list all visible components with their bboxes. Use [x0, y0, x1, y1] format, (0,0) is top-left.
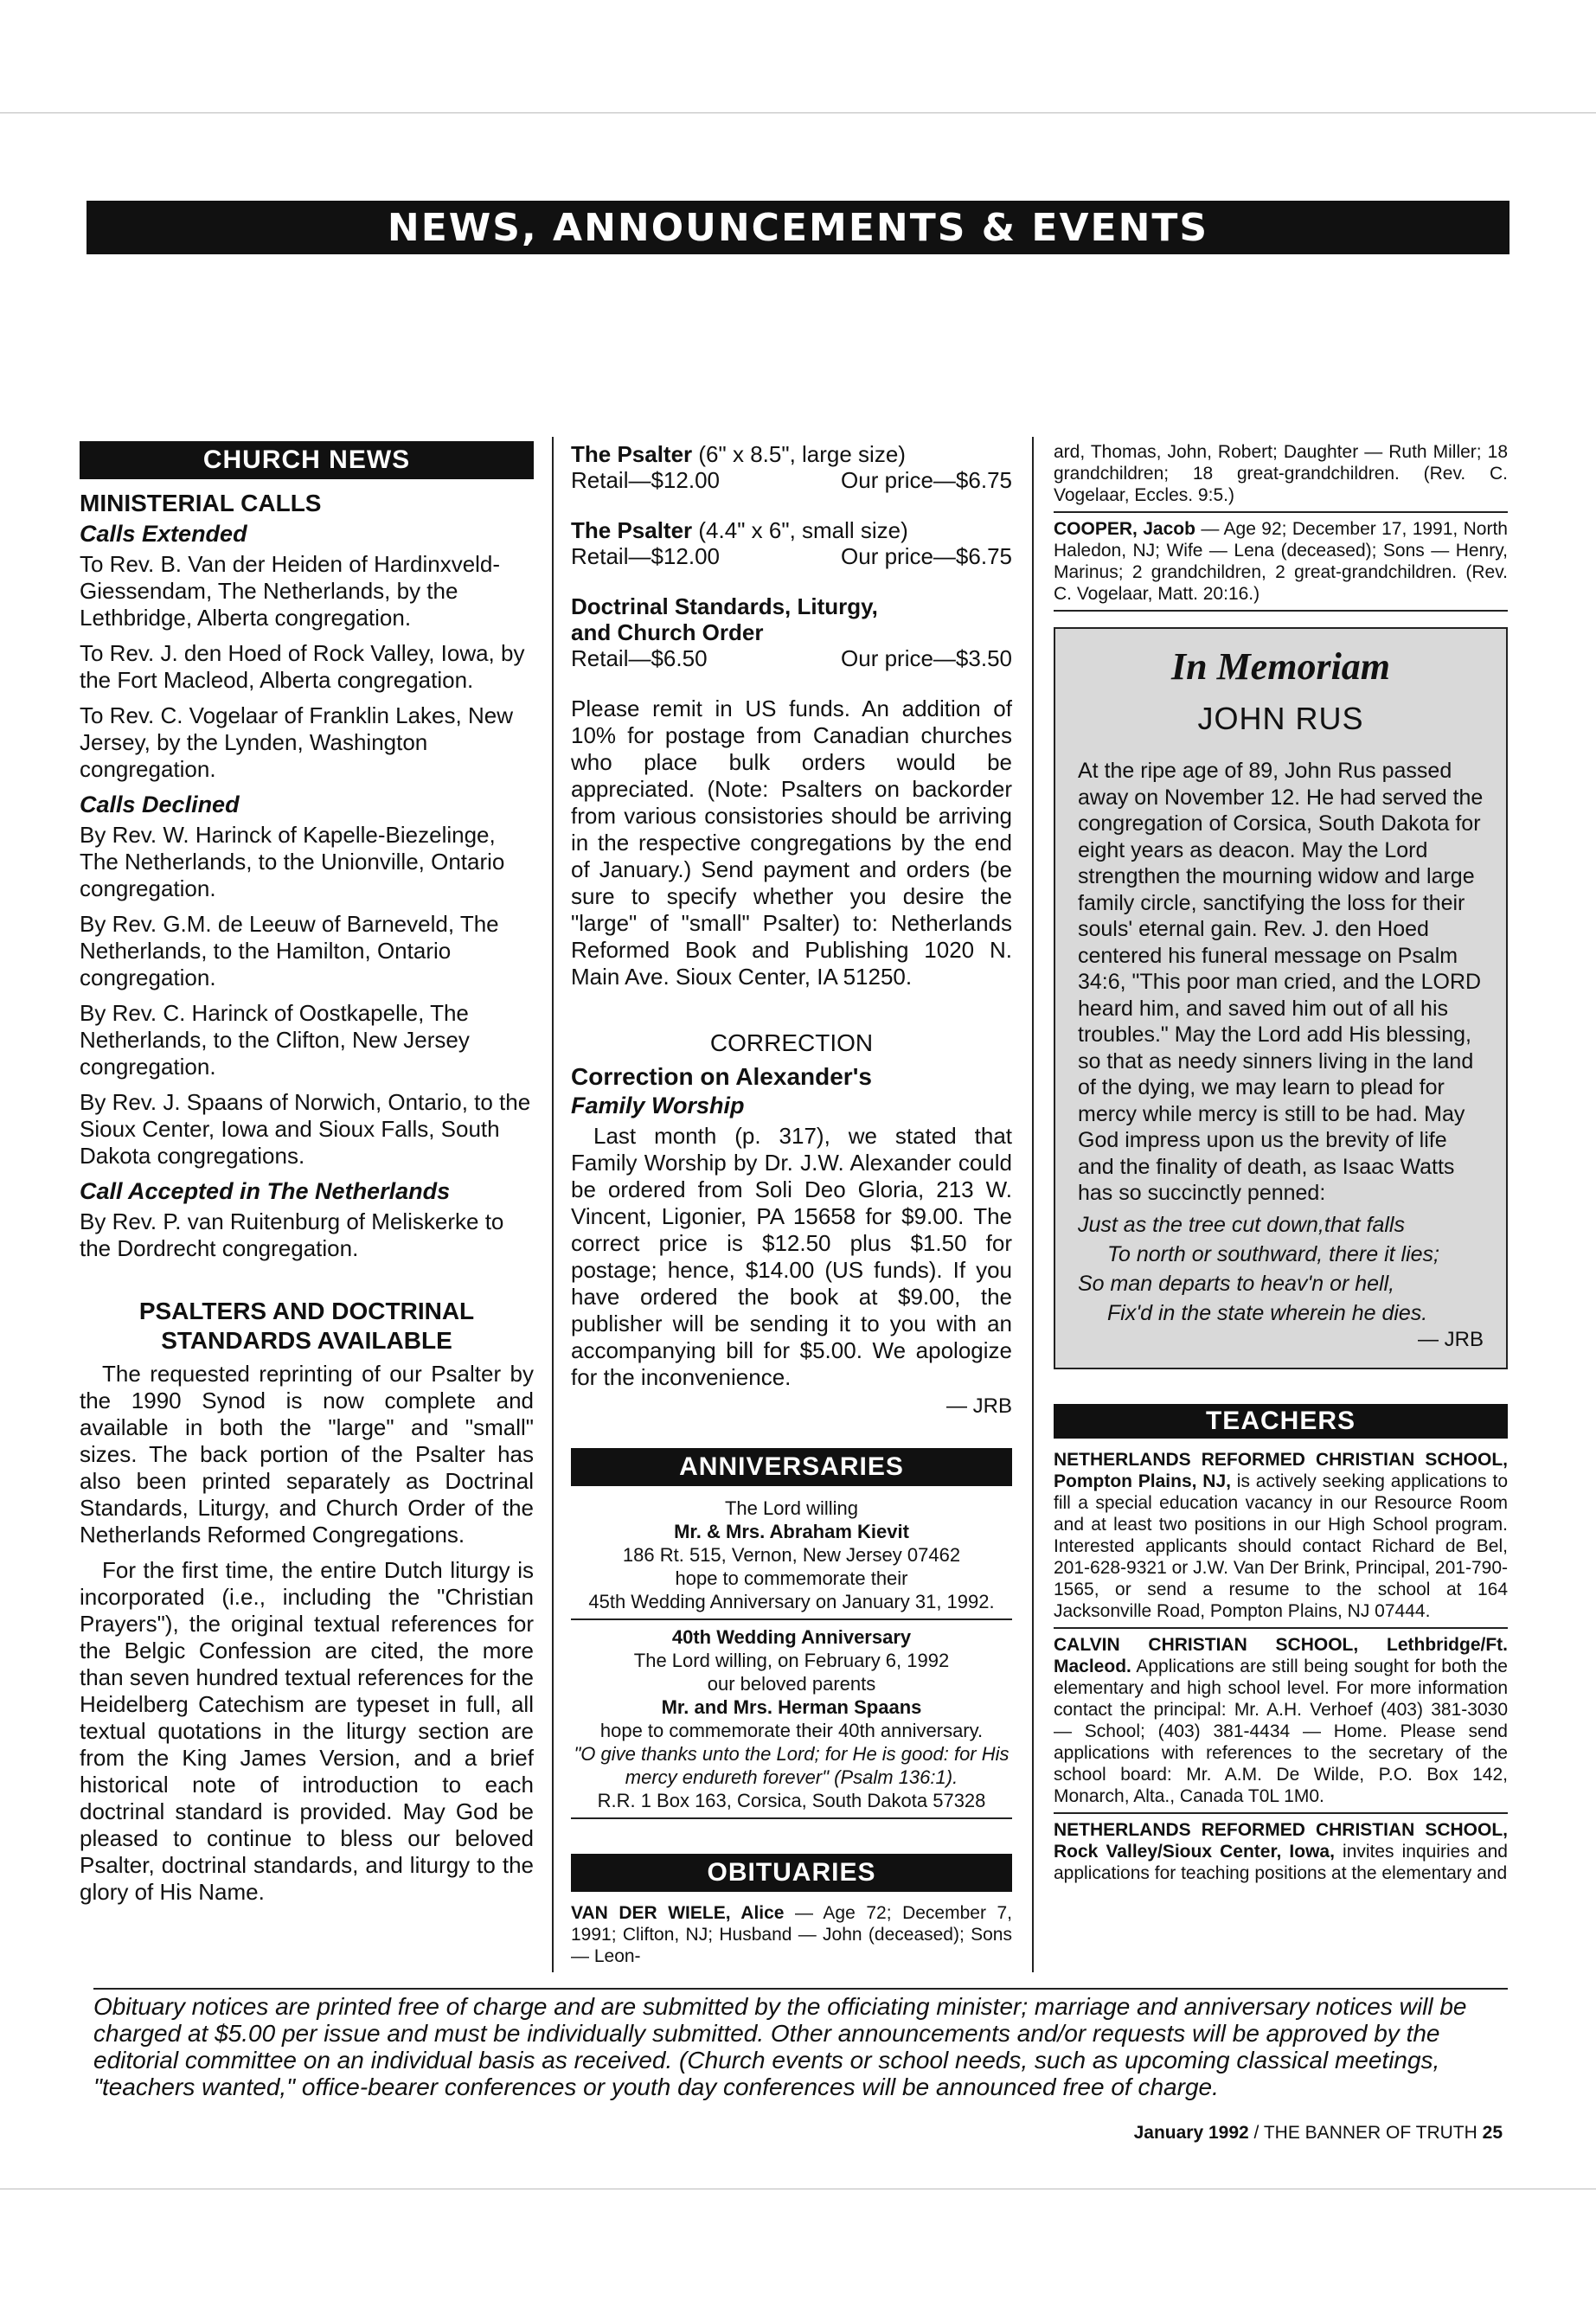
- publication-name: / THE BANNER OF TRUTH: [1248, 2123, 1483, 2143]
- obituary-text: — Age 72; December 7, 1991; Clifton, NJ; Husband — John (deceased); Sons — Leon-: [571, 1903, 1012, 1966]
- anniversary-notice: [571, 1497, 1012, 1613]
- anniv-line: our beloved parents: [707, 1673, 876, 1695]
- column-left: [80, 441, 534, 1914]
- remit-paragraph: Please remit in US funds. An addition of 10% for postage from Canadian churches who place bulk orders would be appreciated. (Note: Psalters on backorder from various consistories should be arriving in the respective congregations by the end of January.) Send payment and orders (be sure to specify whether you desire the "large" of "small" Psalter) to: Netherlands Reformed Book and Publishing 1020 N. Main Ave. Sioux Center, IA 51250.: [571, 695, 1012, 990]
- anniv-line: 186 Rt. 515, Vernon, New Jersey 07462: [622, 1544, 961, 1566]
- anniversary-notice: [571, 1625, 1012, 1812]
- price-item: [571, 593, 1012, 671]
- anniv-names: Mr. and Mrs. Herman Spaans: [661, 1696, 922, 1718]
- obituary-continued: ard, Thomas, John, Robert; Daughter — Ruth Miller; 18 grandchildren; 18 great-grandchildren. (Rev. C. Vogelaar, Eccles. 9:5.): [1054, 442, 1508, 505]
- church-news-bar: CHURCH NEWS: [80, 441, 534, 479]
- call-item: To Rev. J. den Hoed of Rock Valley, Iowa, by the Fort Macleod, Alberta congregation.: [80, 640, 525, 693]
- teacher-notice-text: is actively seeking applications to fill a special education vacancy in our Resource Room and at least two positions in our High School program. Interested applicants should contact Richard de Bel, 201-628-9321 or J.W. Van Der Brink, Principal, 201-790-1565, or send a resume to the school at 164 Jacksonville Road, Pompton Plains, NJ 07444.: [1054, 1471, 1509, 1621]
- call-accepted-heading: Call Accepted in The Netherlands: [80, 1178, 451, 1204]
- retail-price: Retail—$6.50: [571, 645, 708, 671]
- correction-body: Last month (p. 317), we stated that Family Worship by Dr. J.W. Alexander could be ordered from Soli Deo Gloria, 213 W. Vincent, Ligonier, PA 15658 for $9.00. The correct price is $12.50 plus $1.50 for postage; hence, $14.00 (US funds). If you have ordered the book at $9.00, the publisher will be sending it to you with an accompanying bill for $5.00. We apologize for the inconvenience.: [571, 1123, 1012, 1390]
- issue-date: January 1992: [1133, 2123, 1249, 2143]
- column-rule: [1032, 437, 1034, 1972]
- teacher-notice: [1054, 1634, 1508, 1807]
- poem-line: Just as the tree cut down,that falls: [1078, 1212, 1405, 1237]
- poem-line: So man departs to heav'n or hell,: [1078, 1271, 1395, 1296]
- anniv-names: Mr. & Mrs. Abraham Kievit: [674, 1521, 909, 1542]
- anniv-line: The Lord willing, on February 6, 1992: [633, 1650, 950, 1671]
- page-folio: [1134, 2123, 1503, 2144]
- in-memoriam-box: [1054, 627, 1508, 1369]
- page-number: 25: [1482, 2123, 1503, 2143]
- price-item: [571, 517, 1012, 569]
- teacher-notice-text: invites inquiries and applications for teaching positions at the elementary and: [1054, 1841, 1508, 1883]
- obituary: [1054, 518, 1508, 605]
- divider: [1054, 1627, 1508, 1629]
- anniv-line: hope to commemorate their 40th anniversary.: [599, 1720, 984, 1741]
- price-item-size: (6" x 8.5", large size): [692, 441, 906, 467]
- teacher-notice: [1054, 1819, 1508, 1884]
- divider: [571, 1817, 1012, 1819]
- memoriam-title: In Memoriam: [1170, 645, 1391, 688]
- call-item: By Rev. C. Harinck of Oostkapelle, The Netherlands, to the Clifton, New Jersey congregation.: [80, 1000, 470, 1080]
- correction-subheading: Correction on Alexander's: [571, 1063, 872, 1090]
- psalters-heading-line2: STANDARDS AVAILABLE: [161, 1327, 452, 1354]
- obituary-name: COOPER, Jacob: [1054, 519, 1195, 539]
- correction-heading: CORRECTION: [709, 1029, 874, 1056]
- divider: [1054, 610, 1508, 612]
- section-banner: NEWS, ANNOUNCEMENTS & EVENTS: [87, 201, 1509, 254]
- psalters-paragraph: For the first time, the entire Dutch liturgy is incorporated (i.e., including the "Christian Prayers"), the original textual references for the Belgic Confession are cited, the more than seven hundred textual references for the Heidelberg Catechism are typeset in full, all textual quotations in the liturgy section are from the King James Version, and a brief historical note of introduction to each doctrinal standard is provided. May God be pleased to continue to bless our beloved Psalter, doctrinal standards, and liturgy to the glory of His Name.: [80, 1557, 534, 1905]
- obituary: [571, 1902, 1012, 1967]
- retail-price: Retail—$12.00: [571, 467, 720, 493]
- calls-declined-heading: Calls Declined: [80, 792, 240, 817]
- our-price: Our price—$3.50: [841, 645, 1012, 671]
- anniv-title: 40th Wedding Anniversary: [671, 1626, 912, 1648]
- anniv-line: 45th Wedding Anniversary on January 31, 1992.: [588, 1591, 995, 1612]
- ministerial-calls-heading: MINISTERIAL CALLS: [80, 490, 322, 516]
- poem-line: To north or southward, there it lies;: [1107, 1241, 1439, 1266]
- psalters-heading: [80, 1297, 534, 1356]
- call-item: By Rev. G.M. de Leeuw of Barneveld, The Netherlands, to the Hamilton, Ontario congregation.: [80, 911, 499, 990]
- teachers-bar: TEACHERS: [1054, 1404, 1508, 1439]
- teacher-notice-text: Applications are still being sought for both the elementary and high school level. For more information contact the principal: Mr. A.H. Verhoef (403) 381-3030 — School; (403) 381-4434 — Home. Please send applications with references to the secretary of the school board: Mr. A.M. De Wilde, P.O. Box 142, Monarch, Alta., Canada T0L 1M0.: [1054, 1656, 1508, 1806]
- our-price: Our price—$6.75: [841, 543, 1012, 569]
- call-item: By Rev. J. Spaans of Norwich, Ontario, to the Sioux Center, Iowa and Sioux Falls, South Dakota congregations.: [80, 1089, 531, 1169]
- call-item: By Rev. P. van Ruitenburg of Meliskerke to the Dordrecht congregation.: [80, 1208, 504, 1261]
- memoriam-body: At the ripe age of 89, John Rus passed away on November 12. He had served the congregation of Corsica, South Dakota for eight years as deacon. May the Lord strengthen the mourning widow and large family circle, sanctifying the loss for their souls' eternal gain. Rev. J. den Hoed centered his funeral message on Psalm 34:6, "This poor man cried, and the LORD heard him, and saved him out of all his troubles." May the Lord add His blessing, so that as needy sinners living in the land of the dying, we may learn to plead for mercy while mercy is still to be had. May God impress upon us the brevity of life and the finality of death, as Isaac Watts has so succinctly penned:: [1078, 759, 1484, 1205]
- footer-policy-note: Obituary notices are printed free of charge and are submitted by the officiating minister; marriage and anniversary notices will be charged at $5.00 per issue and must be individually submitted. Other announcements and/or requests will be approved by the editorial committee on an individual basis as received. (Church events or school needs, such as upcoming classical meetings, "teachers wanted," office-bearer conferences or youth day conferences will be announced free of charge.: [93, 1988, 1508, 2100]
- scan-edge-top: [0, 112, 1596, 113]
- memoriam-name: JOHN RUS: [1197, 701, 1364, 736]
- call-item: To Rev. B. Van der Heiden of Hardinxveld-Giessendam, The Netherlands, by the Lethbridge, Alberta congregation.: [80, 551, 501, 631]
- school-name: NETHERLANDS REFORMED CHRISTIAN SCHOOL, Pompton Plains, NJ,: [1054, 1449, 1508, 1491]
- obituary-name: VAN DER WIELE, Alice: [571, 1903, 785, 1923]
- teacher-notice: [1054, 1449, 1508, 1622]
- column-rule: [552, 437, 554, 1972]
- obituary-text: — Age 92; December 17, 1991, North Haledon, NJ; Wife — Lena (deceased); Sons — Henry, Marinus; 2 grandchildren, 2 great-grandchildren. (Rev. C. Vogelaar, Matt. 20:16.): [1054, 519, 1508, 604]
- school-name: CALVIN CHRISTIAN SCHOOL, Lethbridge/Ft. Macleod.: [1054, 1634, 1508, 1676]
- anniv-line: R.R. 1 Box 163, Corsica, South Dakota 57328: [597, 1790, 986, 1811]
- call-item: By Rev. W. Harinck of Kapelle-Biezelinge, The Netherlands, to the Unionville, Ontario congregation.: [80, 822, 505, 901]
- signature: — JRB: [1417, 1327, 1484, 1351]
- psalters-paragraph: The requested reprinting of our Psalter by the 1990 Synod is now complete and available in both the "large" and "small" sizes. The back portion of the Psalter has also been printed separately as Doctrinal Standards, Liturgy, and Church Order of the Netherlands Reformed Congregations.: [80, 1361, 534, 1548]
- divider: [1054, 1812, 1508, 1814]
- anniversaries-bar: ANNIVERSARIES: [571, 1448, 1012, 1486]
- poem-line: Fix'd in the state wherein he dies.: [1107, 1300, 1428, 1325]
- price-item-title-line2: and Church Order: [571, 619, 764, 645]
- obituaries-bar: OBITUARIES: [571, 1854, 1012, 1892]
- price-item-title: Doctrinal Standards, Liturgy,: [571, 593, 878, 619]
- anniv-line: hope to commemorate their: [675, 1567, 908, 1589]
- signature: — JRB: [945, 1394, 1012, 1418]
- retail-price: Retail—$12.00: [571, 543, 720, 569]
- price-item-title: The Psalter: [571, 517, 693, 543]
- price-item-title: The Psalter: [571, 441, 693, 467]
- memoriam-poem: [1078, 1210, 1484, 1328]
- price-item-size: (4.4" x 6", small size): [692, 517, 908, 543]
- column-middle: [571, 441, 1012, 1967]
- price-item: [571, 441, 1012, 493]
- calls-extended-heading: Calls Extended: [80, 521, 247, 547]
- anniv-line: The Lord willing: [724, 1497, 859, 1519]
- divider: [1054, 511, 1508, 513]
- school-name: NETHERLANDS REFORMED CHRISTIAN SCHOOL, Rock Valley/Sioux Center, Iowa,: [1054, 1819, 1508, 1862]
- correction-subheading-title: Family Worship: [571, 1093, 745, 1118]
- divider: [571, 1618, 1012, 1620]
- anniv-quote: "O give thanks unto the Lord; for He is good: for His mercy endureth forever" (Psalm 136:1).: [574, 1743, 1010, 1788]
- psalters-heading-line1: PSALTERS AND DOCTRINAL: [138, 1298, 475, 1324]
- our-price: Our price—$6.75: [841, 467, 1012, 493]
- column-right: [1054, 441, 1508, 1884]
- call-item: To Rev. C. Vogelaar of Franklin Lakes, New Jersey, by the Lynden, Washington congregation.: [80, 702, 513, 782]
